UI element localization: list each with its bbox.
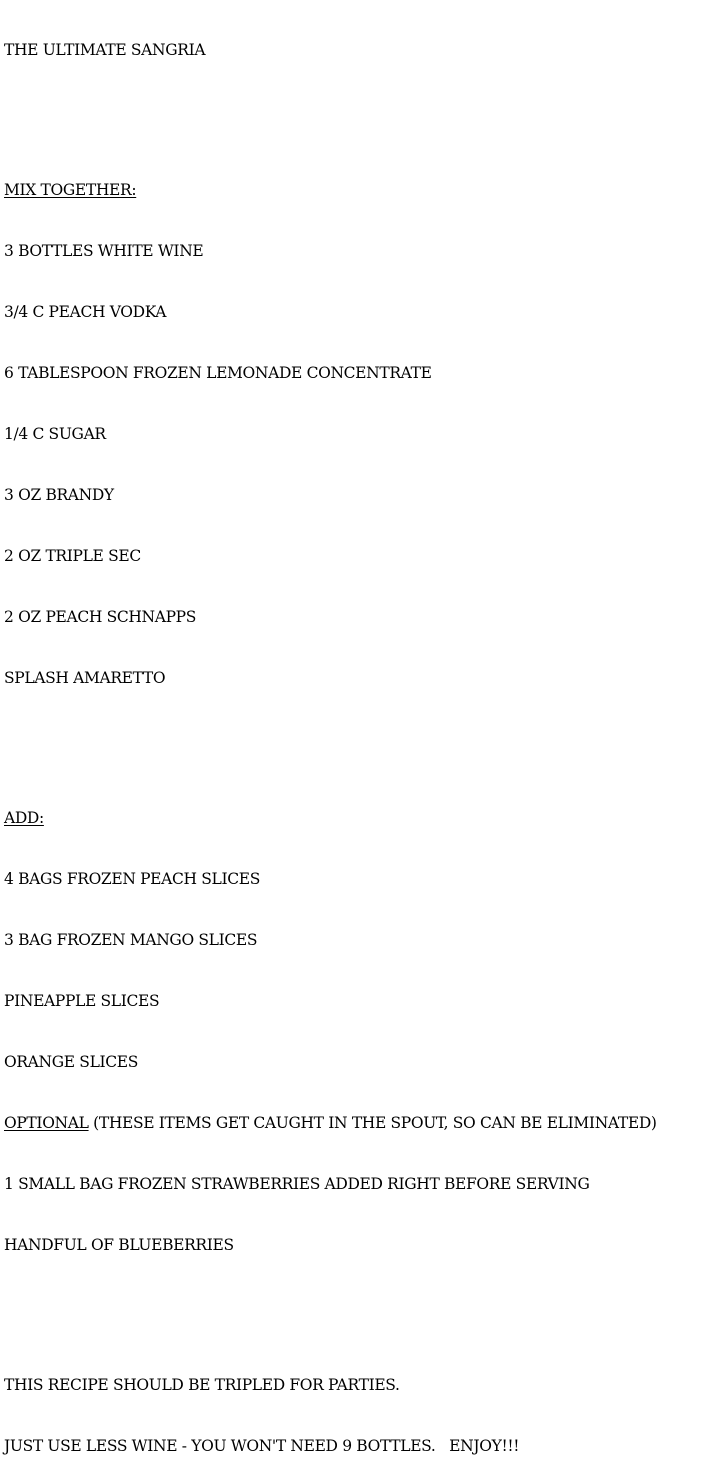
spacer xyxy=(4,727,702,752)
optional-line xyxy=(4,1111,702,1136)
add-item: 4 BAGS FROZEN PEACH SLICES xyxy=(4,870,260,888)
optional-note: (THESE ITEMS GET CAUGHT IN THE SPOUT, SO CAN BE ELIMINATED) xyxy=(88,1114,657,1132)
mix-item: 3/4 C PEACH VODKA xyxy=(4,303,167,321)
spacer xyxy=(4,1294,702,1319)
recipe-title: THE ULTIMATE SANGRIA xyxy=(4,41,206,59)
add-item: 3 BAG FROZEN MANGO SLICES xyxy=(4,931,258,949)
optional-label: OPTIONAL xyxy=(4,1114,89,1132)
recipe-document xyxy=(4,2,702,1460)
add-item: ORANGE SLICES xyxy=(4,1053,139,1071)
mix-item: 3 BOTTLES WHITE WINE xyxy=(4,242,204,260)
spacer xyxy=(4,99,702,124)
add-item: PINEAPPLE SLICES xyxy=(4,992,160,1010)
optional-item: 1 SMALL BAG FROZEN STRAWBERRIES ADDED RIGHT BEFORE SERVING xyxy=(4,1175,590,1193)
optional-item: HANDFUL OF BLUEBERRIES xyxy=(4,1236,234,1254)
mix-item: SPLASH AMARETTO xyxy=(4,669,166,687)
add-heading: ADD: xyxy=(4,809,44,827)
mix-item: 2 OZ TRIPLE SEC xyxy=(4,547,141,565)
note-line: JUST USE LESS WINE - YOU WON'T NEED 9 BOTTLES. ENJOY!!! xyxy=(4,1437,520,1455)
mix-heading: MIX TOGETHER: xyxy=(4,181,137,199)
mix-item: 2 OZ PEACH SCHNAPPS xyxy=(4,608,197,626)
mix-item: 6 TABLESPOON FROZEN LEMONADE CONCENTRATE xyxy=(4,364,432,382)
mix-item: 3 OZ BRANDY xyxy=(4,486,114,504)
mix-item: 1/4 C SUGAR xyxy=(4,425,106,443)
note-line: THIS RECIPE SHOULD BE TRIPLED FOR PARTIES. xyxy=(4,1376,400,1394)
